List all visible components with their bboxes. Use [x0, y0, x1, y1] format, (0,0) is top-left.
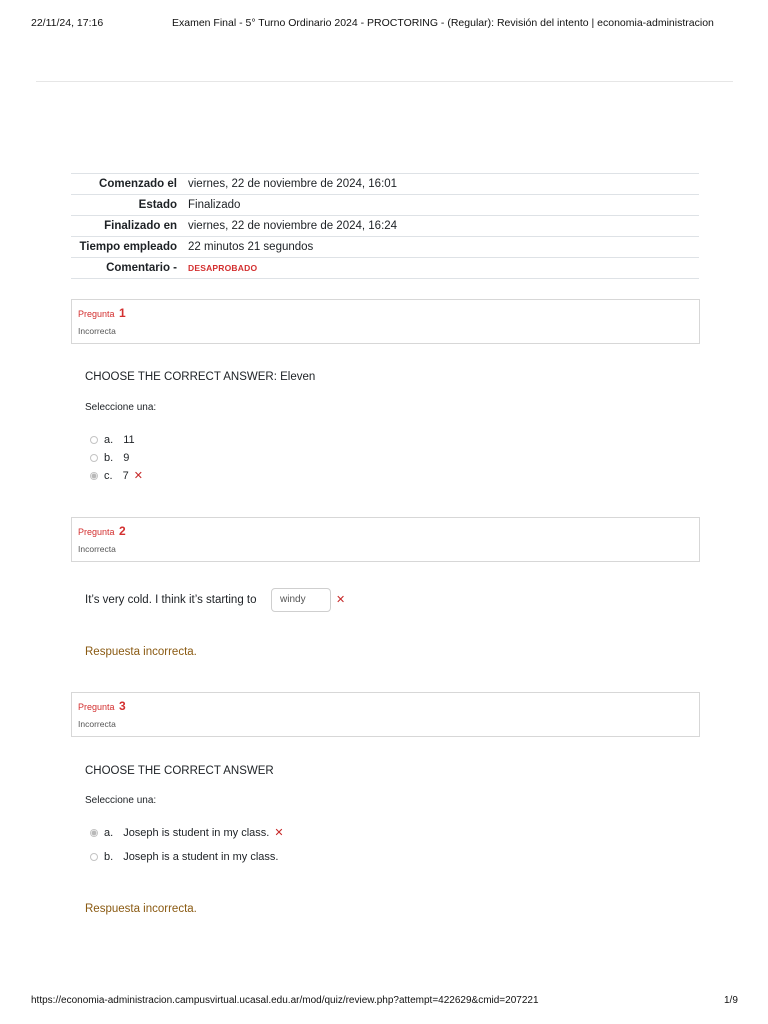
question-text: It’s very cold. I think it’s starting to [85, 594, 257, 606]
summary-value: Finalizado [188, 195, 699, 216]
summary-row [71, 258, 699, 279]
question-state: Incorrecta [78, 719, 116, 729]
summary-label: Comenzado el [71, 174, 188, 195]
summary-value: viernes, 22 de noviembre de 2024, 16:24 [188, 216, 699, 237]
option-text: 7 [122, 470, 129, 482]
answer-option-selected[interactable] [90, 826, 284, 840]
summary-label: Finalizado en [71, 216, 188, 237]
radio-button[interactable] [90, 454, 98, 462]
page-number: 1/9 [724, 995, 738, 1006]
print-header [0, 0, 768, 36]
question-title [78, 306, 126, 320]
select-prompt: Seleccione una: [85, 402, 157, 413]
summary-row [71, 195, 699, 216]
option-text: Joseph is a student in my class. [123, 851, 279, 863]
option-text: 11 [123, 434, 135, 446]
question-number: 2 [119, 524, 126, 538]
answer-option[interactable] [90, 433, 135, 447]
question-label: Pregunta [78, 702, 115, 712]
summary-row [71, 216, 699, 237]
question-title [78, 699, 126, 713]
question-text: CHOOSE THE CORRECT ANSWER [85, 765, 274, 777]
radio-button[interactable] [90, 853, 98, 861]
question-info-box [71, 299, 700, 344]
option-letter: a. [104, 827, 114, 839]
incorrect-icon: ✕ [133, 470, 143, 482]
answer-option[interactable] [90, 451, 129, 465]
option-letter: c. [104, 470, 113, 482]
question-number: 1 [119, 306, 126, 320]
question-label: Pregunta [78, 527, 115, 537]
summary-value: viernes, 22 de noviembre de 2024, 16:01 [188, 174, 699, 195]
radio-button[interactable] [90, 436, 98, 444]
radio-button-checked[interactable] [90, 829, 98, 837]
option-letter: a. [104, 434, 114, 446]
incorrect-icon: ✕ [274, 827, 284, 839]
question-number: 3 [119, 699, 126, 713]
radio-button-checked[interactable] [90, 472, 98, 480]
question-text: CHOOSE THE CORRECT ANSWER: Eleven [85, 371, 316, 383]
option-text: Joseph is student in my class. [123, 827, 270, 839]
question-info-box [71, 517, 700, 562]
attempt-summary-table [71, 173, 699, 279]
grade-status-badge: DESAPROBADO [188, 263, 258, 273]
print-title: Examen Final - 5° Turno Ordinario 2024 - PROCTORING - (Regular): Revisión del intento | economia-administracion [172, 17, 714, 29]
summary-row [71, 237, 699, 258]
select-prompt: Seleccione una: [85, 795, 157, 806]
incorrect-icon: ✕ [336, 594, 346, 606]
divider [36, 81, 733, 82]
option-text: 9 [123, 452, 130, 464]
answer-option-selected[interactable] [90, 469, 143, 483]
question-state: Incorrecta [78, 544, 116, 554]
print-date: 22/11/24, 17:16 [31, 17, 104, 29]
option-letter: b. [104, 851, 114, 863]
summary-label: Tiempo empleado [71, 237, 188, 258]
summary-label: Comentario - [71, 258, 188, 279]
question-state: Incorrecta [78, 326, 116, 336]
question-info-box [71, 692, 700, 737]
question-label: Pregunta [78, 309, 115, 319]
option-letter: b. [104, 452, 114, 464]
answer-option[interactable] [90, 850, 278, 864]
summary-row [71, 174, 699, 195]
question-title [78, 524, 126, 538]
answer-text-input[interactable]: windy [271, 588, 331, 612]
feedback-text: Respuesta incorrecta. [85, 903, 197, 915]
summary-value: 22 minutos 21 segundos [188, 237, 699, 258]
summary-label: Estado [71, 195, 188, 216]
feedback-text: Respuesta incorrecta. [85, 646, 197, 658]
page-url: https://economia-administracion.campusvirtual.ucasal.edu.ar/mod/quiz/review.php?attempt=422629&cmid=207221 [31, 995, 539, 1006]
